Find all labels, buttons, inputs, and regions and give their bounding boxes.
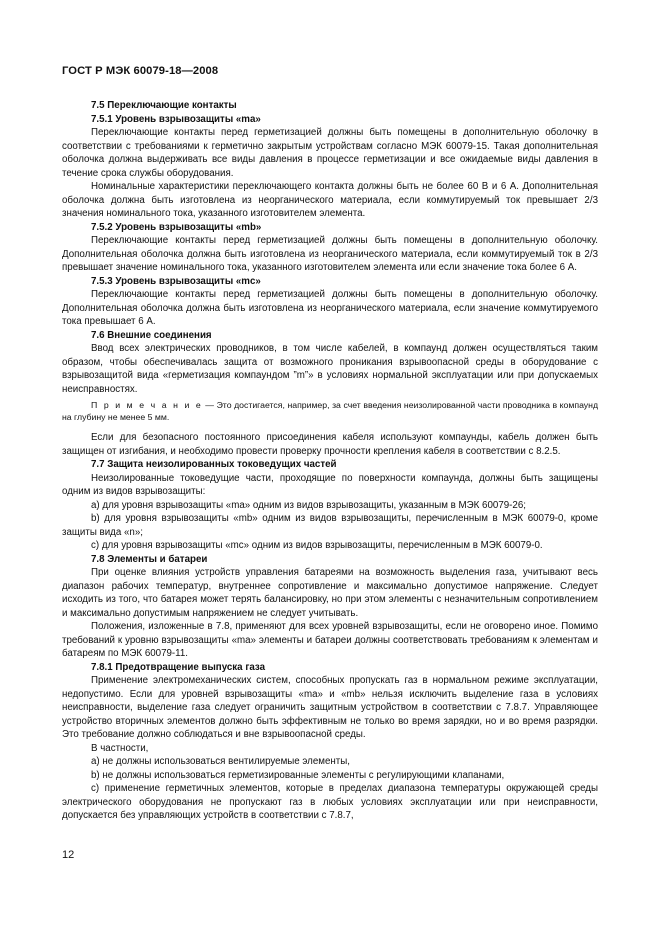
section-7-5-title: 7.5 Переключающие контакты [91,100,237,111]
note-text: — Это достигается, например, за счет введения неизолированной части проводника в компаунд на глубину не менее 5 мм. [62,400,599,423]
paragraph: Номинальные характеристики переключающего контакта должны быть не более 60 В и 6 А. Дополнительная оболочка должна быть изготовлена из неорганического материала, если коммутируемый ток превышает 2/3 значения номинального тока, указанного изготовителем элемента. [62,181,598,219]
paragraph: Переключающие контакты перед герметизацией должны быть помещены в дополнительную оболочку в соответствии с требованиями к герметично закрытым устройствам согласно МЭК 60079-15. Такая дополнительная оболочка должна выдерживать все виды давления в процессе герметизации и все ожидаемые виды давления в течение срока службы оборудования. [62,127,598,179]
paragraph: Применение электромеханических систем, способных пропускать газ в нормальном режиме эксплуатации, недопустимо. Если для уровней взрывозащиты «ma» и «mb» нельзя исключить выделение газа в условиях неисправности, выделение газа следует ограничить защитным устройством в соответствии с 7.8.7. Управляющее устройство вторичных элементов должно быть эффективным не только во время зарядки, но и во время разрядки. Это требование должно соблюдаться и вне взрывоопасной среды. [62,675,598,741]
list-item: а) для уровня взрывозащиты «ma» одним из видов взрывозащиты, указанным в МЭК 60079-26; [91,499,526,511]
document-header: ГОСТ Р МЭК 60079-18—2008 [62,65,219,77]
paragraph: Переключающие контакты перед герметизацией должны быть помещены в дополнительную оболочку. Дополнительная оболочка должна быть изготовлена из неорганического материала, если значение коммутируемого тока превышает 6 А. [62,289,598,327]
list-item: b) не должны использоваться герметизированные элементы с регулирующими клапанами, [91,769,505,781]
document-body [62,99,598,823]
section-7-8-1-title: 7.8.1 Предотвращение выпуска газа [91,661,266,673]
paragraph: Ввод всех электрических проводников, в том числе кабелей, в компаунд должен осуществляться таким образом, чтобы обеспечивалась защита от возможного проникания взрывоопасной среды в оборудование с взрывозащитой вида «герметизация компаундом ”m”» в условиях нормальной эксплуатации или при допускаемых неисправностях. [62,343,598,395]
page-number: 12 [62,849,75,861]
paragraph: Если для безопасного постоянного присоединения кабеля используют компаунды, кабель должен быть защищен от изгибания, и необходимо провести проверку прочности крепления кабеля в соответствии с 8.2.5. [62,432,598,457]
section-7-8-title: 7.8 Элементы и батареи [91,553,208,565]
section-7-5-2-title: 7.5.2 Уровень взрывозащиты «mb» [91,221,262,233]
section-7-7-title: 7.7 Защита неизолированных токоведущих частей [91,459,337,471]
section-7-6-title: 7.6 Внешние соединения [91,329,212,341]
paragraph: Переключающие контакты перед герметизацией должны быть помещены в дополнительную оболочку. Дополнительная оболочка должна быть изготовлена из неорганического материала, если коммутируемый ток в 2/3 превышает значение номинального тока, указанного изготовителем элемента или если значение тока более 6 А. [62,235,598,273]
section-7-5-3-title: 7.5.3 Уровень взрывозащиты «mc» [91,275,261,287]
list-item: c) для уровня взрывозащиты «mc» одним из видов взрывозащиты, перечисленным в МЭК 60079-0. [91,540,543,552]
note [62,399,598,423]
list-item: а) не должны использоваться вентилируемые элементы, [91,756,350,768]
list-item: b) для уровня взрывозащиты «mb» одним из видов взрывозащиты, перечисленным в МЭК 60079-0, кроме защиты вида «n»; [62,513,598,538]
note-label: П р и м е ч а н и е [91,400,203,410]
paragraph: В частности, [91,742,149,754]
paragraph: Неизолированные токоведущие части, проходящие по поверхности компаунда, должны быть защищены одним из видов взрывозащиты: [62,472,598,498]
paragraph: При оценке влияния устройств управления батареями на возможность выделения газа, учитывают весь диапазон рабочих температур, внутреннее сопротивление и максимально допустимое напряжение. Следует исходить из того, что батарея может терять балансировку, но при этом элементы с незначительным сопротивлением и максимально допустимым напряжением не следует учитывать. [62,567,598,619]
list-item: c) применение герметичных элементов, которые в пределах диапазона температуры окружающей среды электрического оборудования не пропускают газ в любых условиях эксплуатации или при неисправности, допускается без управляющих устройств в соответствии с 7.8.7, [62,783,598,822]
paragraph: Положения, изложенные в 7.8, применяют для всех уровней взрывозащиты, если не оговорено иное. Помимо требований к уровню взрывозащиты «ma» элементы и батареи должны соответствовать требованиям к элементам и батареям по МЭК 60079-11. [62,621,598,660]
section-7-5-1-title: 7.5.1 Уровень взрывозащиты «ma» [91,113,261,125]
